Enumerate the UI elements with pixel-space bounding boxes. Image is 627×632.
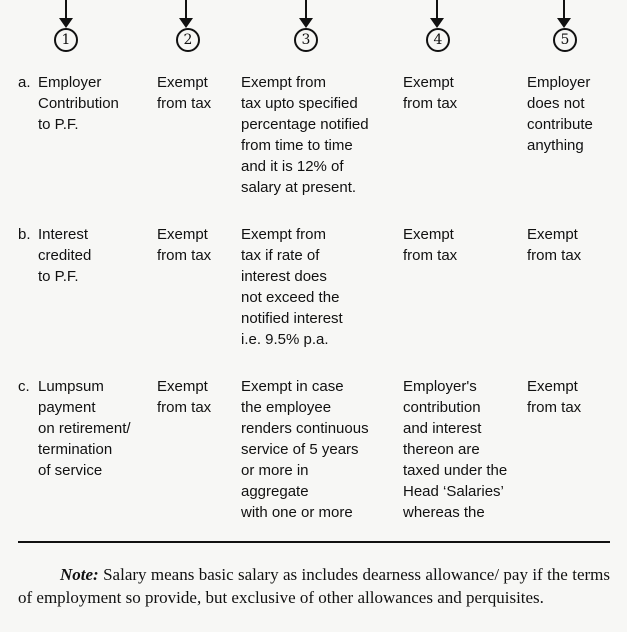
- row-label: Lumpsum payment on retirement/ termination of service: [38, 378, 131, 479]
- column-arrow: [563, 0, 565, 20]
- column-arrow: [436, 0, 438, 20]
- row-label: Interest credited to P.F.: [38, 226, 92, 285]
- column-number-5: 5: [553, 28, 577, 52]
- table-cell: Exempt in case the employee renders continuous service of 5 years or more in aggregate with one or more: [241, 378, 369, 521]
- column-arrow: [185, 0, 187, 20]
- table-cell: Exempt from tax: [403, 226, 458, 264]
- row-label: Employer Contribution to P.F.: [38, 74, 119, 133]
- column-arrow: [65, 0, 67, 20]
- note-text: Salary means basic salary as includes dearness allowance/ pay if the terms of employment so provide, but exclusive of other allowances and perquisites.: [18, 565, 610, 607]
- row-marker: a.: [18, 74, 31, 91]
- note-label: Note:: [60, 565, 99, 584]
- horizontal-rule: [18, 541, 610, 543]
- table-cell: Exempt from tax: [403, 74, 458, 112]
- table-cell: Exempt from tax: [527, 378, 582, 416]
- column-arrow: [305, 0, 307, 20]
- table-cell: Exempt from tax if rate of interest does not exceed the notified interest i.e. 9.5% p.a.: [241, 226, 343, 348]
- table-cell: Exempt from tax: [157, 226, 212, 264]
- table-cell: Exempt from tax: [157, 378, 212, 416]
- column-number-2: 2: [176, 28, 200, 52]
- note-paragraph: [18, 563, 610, 609]
- row-marker: b.: [18, 226, 31, 243]
- table-cell: Exempt from tax: [157, 74, 212, 112]
- row-marker: c.: [18, 378, 30, 395]
- column-number-1: 1: [54, 28, 78, 52]
- column-number-4: 4: [426, 28, 450, 52]
- column-number-3: 3: [294, 28, 318, 52]
- table-cell: Employer's contribution and interest thereon are taxed under the Head ‘Salaries’ whereas the: [403, 378, 508, 521]
- table-cell: Exempt from tax: [527, 226, 582, 264]
- table-cell: Employer does not contribute anything: [527, 74, 593, 154]
- table-cell: Exempt from tax upto specified percentage notified from time to time and it is 12% of salary at present.: [241, 74, 369, 196]
